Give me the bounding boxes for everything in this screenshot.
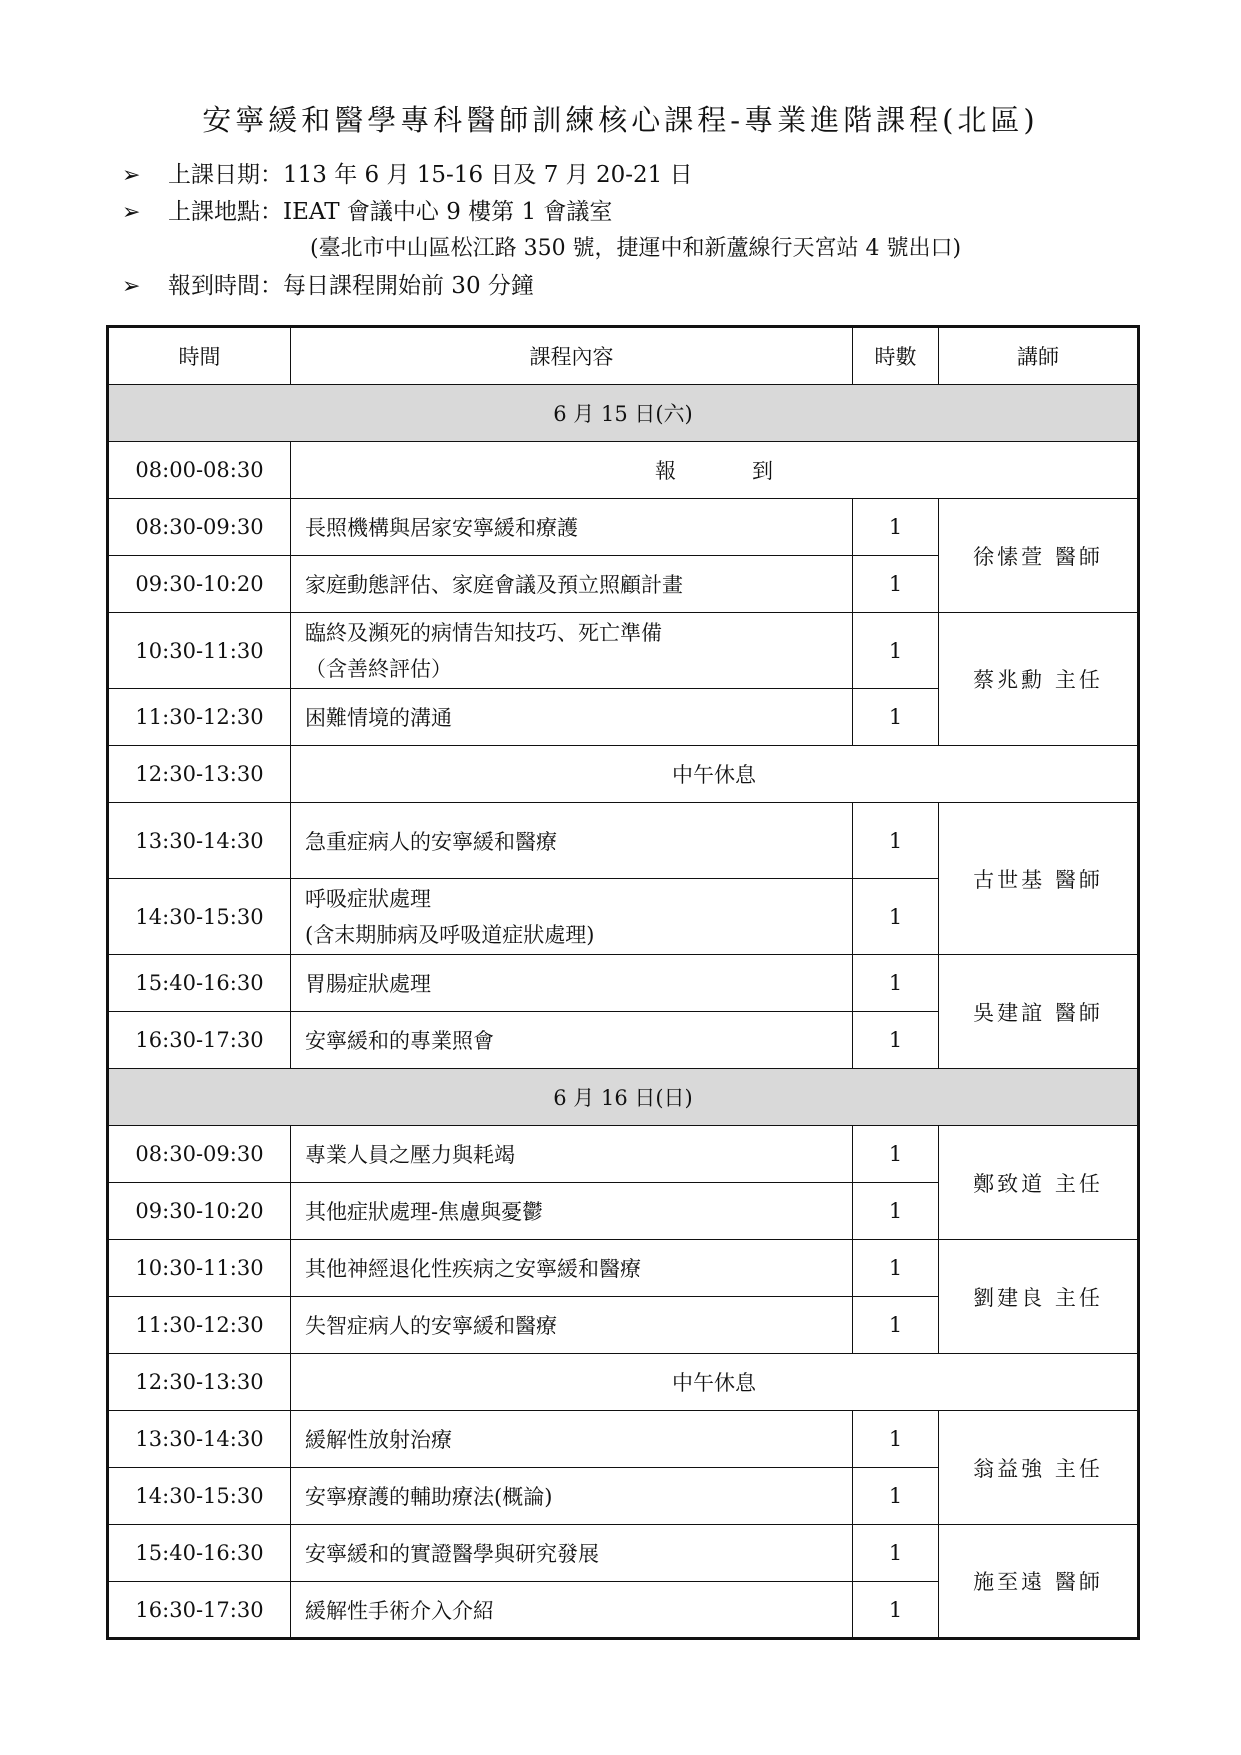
topic-cell: 困難情境的溝通 xyxy=(291,689,853,746)
checkin-cell: 報到 xyxy=(291,442,1139,499)
lecturer-cell: 古世基 醫師 xyxy=(939,803,1139,955)
time-cell: 16:30-17:30 xyxy=(108,1582,291,1639)
document-title: 安寧緩和醫學專科醫師訓練核心課程-專業進階課程(北區) xyxy=(202,103,1039,137)
topic-cell: 專業人員之壓力與耗竭 xyxy=(291,1126,853,1183)
lunch-cell: 中午休息 xyxy=(291,746,1139,803)
lecturer-cell: 徐愫萱 醫師 xyxy=(939,499,1139,613)
topic-cell xyxy=(291,613,853,689)
time-cell: 13:30-14:30 xyxy=(108,1411,291,1468)
table-header-row xyxy=(108,327,1139,385)
venue-address: (臺北市中山區松江路 350 號，捷運中和新蘆線行天宮站 4 號出口) xyxy=(310,236,962,261)
table-row xyxy=(108,442,1139,499)
topic-cell: 安寧療護的輔助療法(概論) xyxy=(291,1468,853,1525)
hours-cell: 1 xyxy=(853,1468,939,1525)
table-row xyxy=(108,1354,1139,1411)
time-cell: 14:30-15:30 xyxy=(108,879,291,955)
topic-cell: 其他症狀處理-焦慮與憂鬱 xyxy=(291,1183,853,1240)
table-row xyxy=(108,1126,1139,1183)
lecturer-cell: 吳建誼 醫師 xyxy=(939,955,1139,1069)
time-cell: 09:30-10:20 xyxy=(108,1183,291,1240)
hours-cell: 1 xyxy=(853,1411,939,1468)
hours-cell: 1 xyxy=(853,955,939,1012)
header-topic: 課程內容 xyxy=(291,327,853,385)
hours-cell: 1 xyxy=(853,1126,939,1183)
topic-line: (含末期肺病及呼吸道症狀處理) xyxy=(305,922,595,947)
hours-cell: 1 xyxy=(853,1525,939,1582)
checkin-value: 每日課程開始前 30 分鐘 xyxy=(283,273,534,299)
table-row xyxy=(108,613,1139,689)
hours-cell: 1 xyxy=(853,879,939,955)
topic-cell: 安寧緩和的實證醫學與研究發展 xyxy=(291,1525,853,1582)
info-checkin xyxy=(122,269,534,303)
topic-cell: 緩解性手術介入介紹 xyxy=(291,1582,853,1639)
time-cell: 13:30-14:30 xyxy=(108,803,291,879)
hours-cell: 1 xyxy=(853,1297,939,1354)
date-label: 6 月 15 日(六) xyxy=(108,385,1139,442)
time-cell: 09:30-10:20 xyxy=(108,556,291,613)
topic-line: （含善終評估） xyxy=(305,656,452,681)
lecturer-cell: 鄭致道 主任 xyxy=(939,1126,1139,1240)
info-venue xyxy=(122,195,612,229)
table-row xyxy=(108,499,1139,556)
table-row xyxy=(108,1240,1139,1297)
hours-cell: 1 xyxy=(853,613,939,689)
hours-cell: 1 xyxy=(853,556,939,613)
hours-cell: 1 xyxy=(853,689,939,746)
topic-line: 呼吸症狀處理 xyxy=(305,886,431,911)
topic-cell: 長照機構與居家安寧緩和療護 xyxy=(291,499,853,556)
time-cell: 08:30-09:30 xyxy=(108,1126,291,1183)
topic-cell: 安寧緩和的專業照會 xyxy=(291,1012,853,1069)
date-row-day2 xyxy=(108,1069,1139,1126)
date-label: 6 月 16 日(日) xyxy=(108,1069,1139,1126)
hours-cell: 1 xyxy=(853,1240,939,1297)
time-cell: 08:30-09:30 xyxy=(108,499,291,556)
table-row xyxy=(108,803,1139,879)
hours-cell: 1 xyxy=(853,1582,939,1639)
date-value: 113 年 6 月 15-16 日及 7 月 20-21 日 xyxy=(283,162,693,188)
lecturer-cell: 劉建良 主任 xyxy=(939,1240,1139,1354)
date-label: 上課日期： xyxy=(168,162,283,188)
topic-cell: 家庭動態評估、家庭會議及預立照顧計畫 xyxy=(291,556,853,613)
arrow-bullet-icon: ➢ xyxy=(122,200,141,225)
header-lecturer: 講師 xyxy=(939,327,1139,385)
time-cell: 10:30-11:30 xyxy=(108,1240,291,1297)
lecturer-cell: 翁益強 主任 xyxy=(939,1411,1139,1525)
date-row-day1 xyxy=(108,385,1139,442)
table-row xyxy=(108,955,1139,1012)
time-cell: 15:40-16:30 xyxy=(108,1525,291,1582)
time-cell: 12:30-13:30 xyxy=(108,1354,291,1411)
table-row xyxy=(108,746,1139,803)
header-hours: 時數 xyxy=(853,327,939,385)
topic-cell: 急重症病人的安寧緩和醫療 xyxy=(291,803,853,879)
arrow-bullet-icon: ➢ xyxy=(122,274,141,299)
checkin-label: 報到時間： xyxy=(168,273,283,299)
time-cell: 14:30-15:30 xyxy=(108,1468,291,1525)
topic-line: 臨終及瀕死的病情告知技巧、死亡準備 xyxy=(305,620,662,645)
table-row xyxy=(108,1525,1139,1582)
hours-cell: 1 xyxy=(853,803,939,879)
time-cell: 16:30-17:30 xyxy=(108,1012,291,1069)
header-time: 時間 xyxy=(108,327,291,385)
schedule-table xyxy=(106,325,1140,1640)
time-cell: 11:30-12:30 xyxy=(108,1297,291,1354)
hours-cell: 1 xyxy=(853,1183,939,1240)
venue-label: 上課地點： xyxy=(168,199,283,225)
time-cell: 15:40-16:30 xyxy=(108,955,291,1012)
hours-cell: 1 xyxy=(853,499,939,556)
info-date xyxy=(122,158,693,192)
lunch-cell: 中午休息 xyxy=(291,1354,1139,1411)
topic-cell: 失智症病人的安寧緩和醫療 xyxy=(291,1297,853,1354)
table-row xyxy=(108,1411,1139,1468)
arrow-bullet-icon: ➢ xyxy=(122,163,141,188)
time-cell: 08:00-08:30 xyxy=(108,442,291,499)
topic-cell xyxy=(291,879,853,955)
topic-cell: 胃腸症狀處理 xyxy=(291,955,853,1012)
hours-cell: 1 xyxy=(853,1012,939,1069)
lecturer-cell: 施至遠 醫師 xyxy=(939,1525,1139,1639)
topic-cell: 其他神經退化性疾病之安寧緩和醫療 xyxy=(291,1240,853,1297)
lecturer-cell: 蔡兆勳 主任 xyxy=(939,613,1139,746)
time-cell: 10:30-11:30 xyxy=(108,613,291,689)
time-cell: 12:30-13:30 xyxy=(108,746,291,803)
venue-value: IEAT 會議中心 9 樓第 1 會議室 xyxy=(283,199,613,225)
time-cell: 11:30-12:30 xyxy=(108,689,291,746)
topic-cell: 緩解性放射治療 xyxy=(291,1411,853,1468)
